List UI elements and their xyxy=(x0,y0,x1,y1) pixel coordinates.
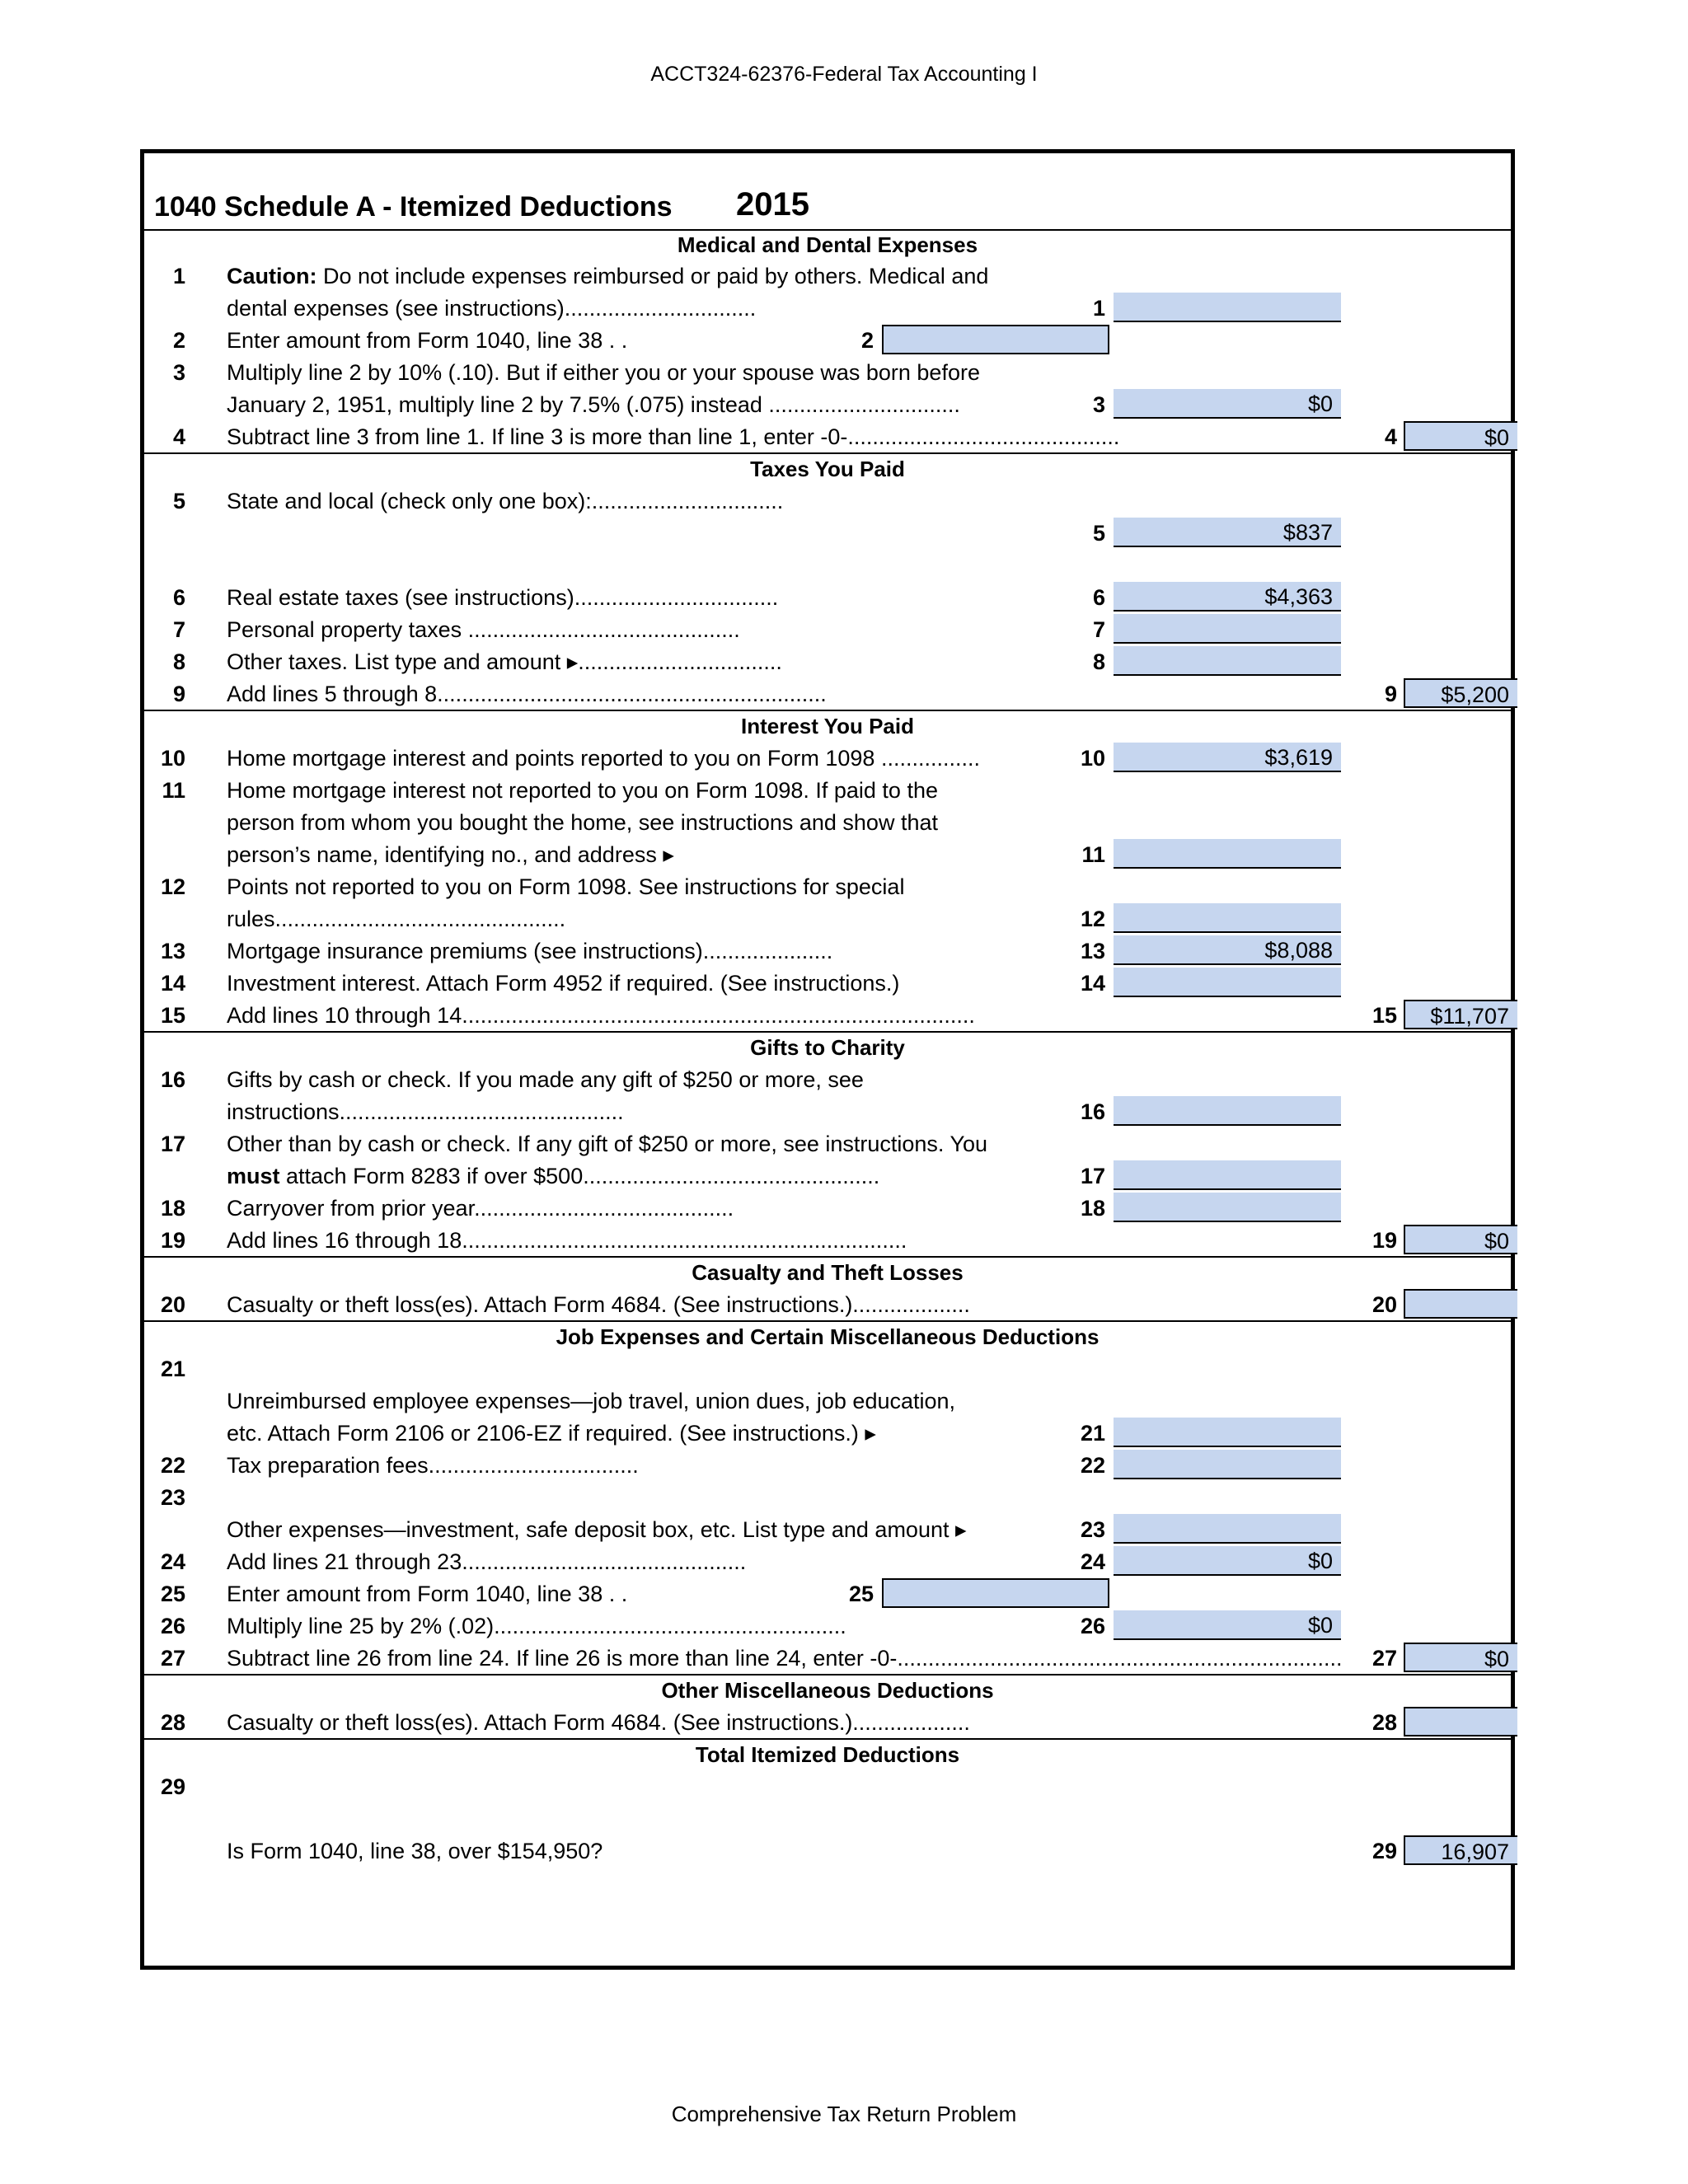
input-line-29[interactable]: 16,907 xyxy=(1404,1835,1517,1865)
line-number: 11 xyxy=(162,778,185,803)
line-number: 20 xyxy=(160,1292,185,1317)
line-number: 8 xyxy=(172,649,185,674)
line-ref-16: 16 xyxy=(1080,1099,1105,1124)
line-number: 25 xyxy=(160,1582,185,1606)
input-line-25[interactable] xyxy=(882,1578,1109,1608)
line-ref-29: 29 xyxy=(1372,1839,1397,1863)
line-2-text: Enter amount from Form 1040, line 38 . . xyxy=(227,328,628,353)
line-ref-5: 5 xyxy=(1092,521,1105,546)
input-line-16[interactable] xyxy=(1114,1096,1341,1126)
line-ref-3: 3 xyxy=(1092,392,1105,417)
line-20-text: Casualty or theft loss(es). Attach Form 4684. (See instructions.)................... xyxy=(227,1292,970,1317)
section-medical: Medical and Dental Expenses xyxy=(677,232,978,257)
line-ref-20: 20 xyxy=(1372,1292,1397,1317)
section-gifts: Gifts to Charity xyxy=(750,1035,905,1060)
page-header: ACCT324-62376-Federal Tax Accounting I xyxy=(650,63,1038,86)
line-ref-17: 17 xyxy=(1080,1164,1105,1188)
line-number: 9 xyxy=(172,682,185,706)
line-ref-10: 10 xyxy=(1080,746,1105,771)
line-number: 5 xyxy=(172,489,185,513)
input-line-23[interactable] xyxy=(1114,1514,1341,1544)
input-line-7[interactable] xyxy=(1114,614,1341,644)
divider xyxy=(144,1674,1511,1675)
section-other-misc: Other Miscellaneous Deductions xyxy=(661,1678,994,1703)
line-number: 18 xyxy=(160,1196,185,1221)
line-12-text: Points not reported to you on Form 1098. See instructions for special xyxy=(227,874,905,899)
line-4-text: Subtract line 3 from line 1. If line 3 is more than line 1, enter -0-............................................ xyxy=(227,424,1120,449)
line-3-text-cont: January 2, 1951, multiply line 2 by 7.5% (.075) instead ............................... xyxy=(227,392,960,417)
line-24-text: Add lines 21 through 23.............................................. xyxy=(227,1549,747,1574)
input-line-21[interactable] xyxy=(1114,1418,1341,1447)
divider xyxy=(144,1738,1511,1740)
line-8-text: Other taxes. List type and amount ▸................................. xyxy=(227,649,782,674)
input-line-14[interactable] xyxy=(1114,968,1341,997)
input-line-15[interactable]: $11,707 xyxy=(1404,1000,1517,1029)
input-line-8[interactable] xyxy=(1114,646,1341,676)
line-number: 19 xyxy=(160,1228,185,1253)
input-line-22[interactable] xyxy=(1114,1450,1341,1479)
line-number: 23 xyxy=(160,1485,185,1510)
divider xyxy=(144,452,1511,454)
input-line-11[interactable] xyxy=(1114,839,1341,869)
line-28-text: Casualty or theft loss(es). Attach Form 4684. (See instructions.)................... xyxy=(227,1710,970,1735)
line-number: 7 xyxy=(172,617,185,642)
line-number: 16 xyxy=(160,1067,185,1092)
line-ref-4: 4 xyxy=(1384,424,1397,449)
form-title: 1040 Schedule A - Itemized Deductions xyxy=(154,191,673,223)
line-16-text-cont: instructions.............................................. xyxy=(227,1099,624,1124)
line-number: 17 xyxy=(160,1132,185,1156)
input-line-18[interactable] xyxy=(1114,1193,1341,1222)
input-line-3[interactable]: $0 xyxy=(1114,389,1341,419)
input-line-19[interactable]: $0 xyxy=(1404,1225,1517,1254)
section-job-expenses: Job Expenses and Certain Miscellaneous Deductions xyxy=(556,1324,1100,1349)
input-line-4[interactable]: $0 xyxy=(1404,421,1517,451)
input-line-5[interactable]: $837 xyxy=(1114,518,1341,547)
divider xyxy=(144,229,1511,231)
section-casualty: Casualty and Theft Losses xyxy=(692,1260,964,1285)
line-ref-8: 8 xyxy=(1092,649,1105,674)
input-line-9[interactable]: $5,200 xyxy=(1404,678,1517,708)
line-number: 4 xyxy=(172,424,185,449)
line-number: 6 xyxy=(172,585,185,610)
line-ref-25: 25 xyxy=(848,1582,874,1606)
line-ref-24: 24 xyxy=(1080,1549,1105,1574)
line-ref-19: 19 xyxy=(1372,1228,1397,1253)
line-7-text: Personal property taxes ............................................ xyxy=(227,617,740,642)
divider xyxy=(144,1031,1511,1033)
input-line-20[interactable] xyxy=(1404,1289,1517,1319)
line-number: 2 xyxy=(172,328,185,353)
input-line-10[interactable]: $3,619 xyxy=(1114,743,1341,772)
line-ref-21: 21 xyxy=(1080,1421,1105,1446)
divider xyxy=(144,710,1511,711)
line-ref-14: 14 xyxy=(1080,971,1105,996)
line-ref-2: 2 xyxy=(860,328,874,353)
line-number: 24 xyxy=(160,1549,185,1574)
section-total: Total Itemized Deductions xyxy=(695,1742,960,1767)
line-18-text: Carryover from prior year.......................................... xyxy=(227,1196,734,1221)
line-number: 10 xyxy=(160,746,185,771)
line-number: 26 xyxy=(160,1614,185,1638)
line-number: 27 xyxy=(160,1646,185,1671)
line-16-text: Gifts by cash or check. If you made any gift of $250 or more, see xyxy=(227,1067,864,1092)
input-line-6[interactable]: $4,363 xyxy=(1114,582,1341,612)
line-17-text-cont: must attach Form 8283 if over $500................................................ xyxy=(227,1164,880,1188)
line-23-text: Other expenses—investment, safe deposit box, etc. List type and amount ▸ xyxy=(227,1517,967,1542)
line-11-text: Home mortgage interest not reported to you on Form 1098. If paid to the xyxy=(227,778,938,803)
line-ref-6: 6 xyxy=(1092,585,1105,610)
line-number: 13 xyxy=(160,939,185,963)
page-footer: Comprehensive Tax Return Problem xyxy=(671,2102,1017,2126)
line-number: 3 xyxy=(172,360,185,385)
line-number: 28 xyxy=(160,1710,185,1735)
line-ref-12: 12 xyxy=(1080,907,1105,931)
line-6-text: Real estate taxes (see instructions)................................. xyxy=(227,585,779,610)
line-26-text: Multiply line 25 by 2% (.02)......................................................... xyxy=(227,1614,846,1638)
input-line-1[interactable] xyxy=(1114,293,1341,322)
form-year: 2015 xyxy=(736,186,809,223)
line-ref-26: 26 xyxy=(1080,1614,1105,1638)
line-12-text-cont: rules............................................... xyxy=(227,907,566,931)
input-line-13[interactable]: $8,088 xyxy=(1114,935,1341,965)
input-line-17[interactable] xyxy=(1114,1160,1341,1190)
line-number: 29 xyxy=(160,1774,185,1799)
line-number: 15 xyxy=(160,1003,185,1028)
line-9-text: Add lines 5 through 8............................................................... xyxy=(227,682,827,706)
input-line-27[interactable]: $0 xyxy=(1404,1643,1517,1672)
input-line-12[interactable] xyxy=(1114,903,1341,933)
line-1-text: Caution: Do not include expenses reimbursed or paid by others. Medical and xyxy=(227,264,989,288)
line-ref-15: 15 xyxy=(1372,1003,1397,1028)
line-3-text: Multiply line 2 by 10% (.10). But if either you or your spouse was born before xyxy=(227,360,980,385)
line-11-text-cont: person from whom you bought the home, see instructions and show that xyxy=(227,810,938,835)
line-22-text: Tax preparation fees.................................. xyxy=(227,1453,639,1478)
line-13-text: Mortgage insurance premiums (see instructions)..................... xyxy=(227,939,833,963)
line-number: 12 xyxy=(160,874,185,899)
line-10-text: Home mortgage interest and points reported to you on Form 1098 ................ xyxy=(227,746,980,771)
line-ref-7: 7 xyxy=(1092,617,1105,642)
line-ref-9: 9 xyxy=(1384,682,1397,706)
line-1-text-cont: dental expenses (see instructions)............................... xyxy=(227,296,757,321)
line-number: 14 xyxy=(160,971,185,996)
section-interest: Interest You Paid xyxy=(741,714,914,738)
line-15-text: Add lines 10 through 14................................................................................... xyxy=(227,1003,975,1028)
line-ref-13: 13 xyxy=(1080,939,1105,963)
line-11-text-cont2: person’s name, identifying no., and address ▸ xyxy=(227,842,674,867)
line-21-text-cont: etc. Attach Form 2106 or 2106-EZ if required. (See instructions.) ▸ xyxy=(227,1421,876,1446)
line-number: 22 xyxy=(160,1453,185,1478)
line-ref-1: 1 xyxy=(1092,296,1105,321)
line-19-text: Add lines 16 through 18........................................................................ xyxy=(227,1228,907,1253)
input-line-26[interactable]: $0 xyxy=(1114,1610,1341,1640)
line-ref-22: 22 xyxy=(1080,1453,1105,1478)
line-number: 21 xyxy=(160,1357,185,1381)
line-number: 1 xyxy=(172,264,185,288)
line-ref-28: 28 xyxy=(1372,1710,1397,1735)
line-17-text: Other than by cash or check. If any gift of $250 or more, see instructions. You xyxy=(227,1132,988,1156)
line-ref-27: 27 xyxy=(1372,1646,1397,1671)
input-line-2[interactable] xyxy=(882,325,1109,354)
section-taxes: Taxes You Paid xyxy=(750,457,905,481)
schedule-a-form xyxy=(140,149,1515,1970)
divider xyxy=(144,1256,1511,1258)
input-line-28[interactable] xyxy=(1404,1707,1517,1736)
line-ref-23: 23 xyxy=(1080,1517,1105,1542)
divider xyxy=(144,1320,1511,1322)
line-ref-18: 18 xyxy=(1080,1196,1105,1221)
line-25-text: Enter amount from Form 1040, line 38 . . xyxy=(227,1582,628,1606)
line-14-text: Investment interest. Attach Form 4952 if required. (See instructions.) xyxy=(227,971,900,996)
line-ref-11: 11 xyxy=(1081,842,1105,867)
line-27-text: Subtract line 26 from line 24. If line 26 is more than line 24, enter -0-........................................................................ xyxy=(227,1646,1343,1671)
input-line-24[interactable]: $0 xyxy=(1114,1546,1341,1576)
line-21-text: Unreimbursed employee expenses—job travel, union dues, job education, xyxy=(227,1389,956,1413)
line-29-text: Is Form 1040, line 38, over $154,950? xyxy=(227,1839,603,1863)
line-5-text: State and local (check only one box):............................... xyxy=(227,489,784,513)
